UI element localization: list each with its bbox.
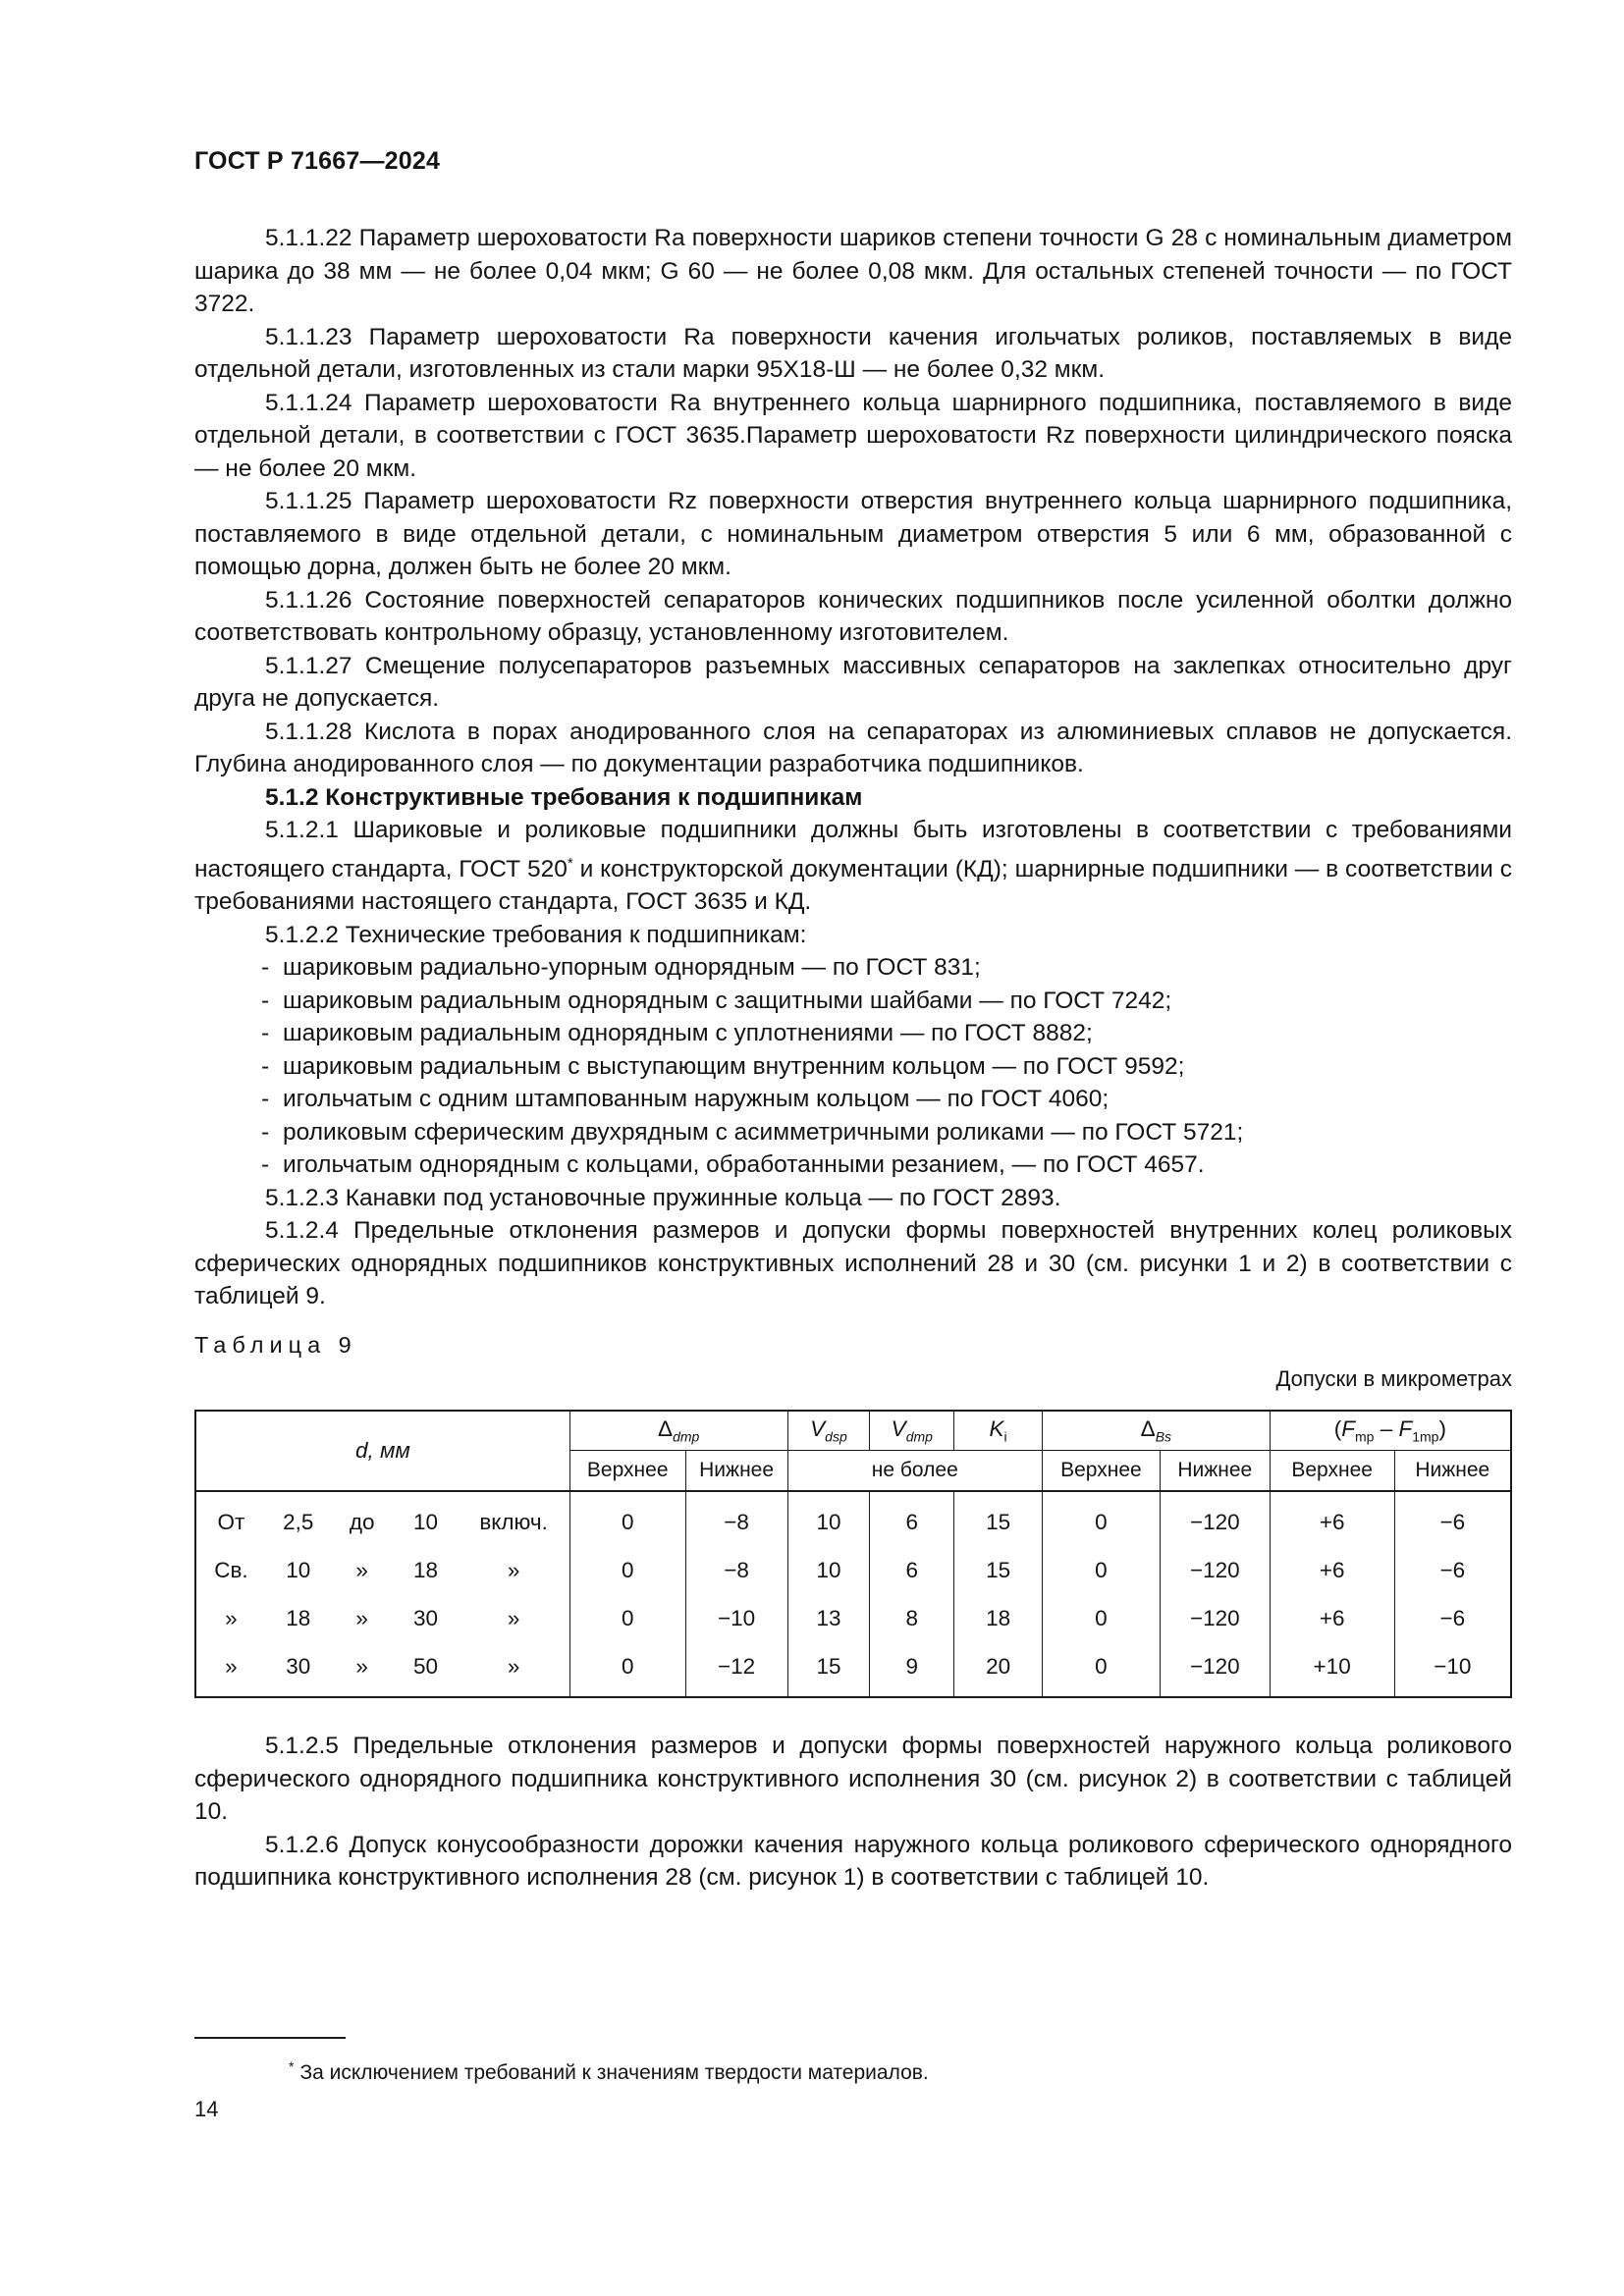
cell-bs-upper: 0 [1042,1642,1160,1697]
table-row [195,1642,1511,1697]
cell-from: 2,5 [283,1509,314,1534]
cell-bs-upper: 0 [1042,1491,1160,1546]
paragraph-5-1-2-2: 5.1.2.2 Технические требования к подшипникам: [265,921,807,948]
cell-f-lower: −6 [1394,1546,1511,1594]
paragraph-5-1-2-4: 5.1.2.4 Предельные отклонения размеров и допуски формы поверхностей внутренних колец роликовых сферических однорядных подшипников конструктивных исполнений 28 и 30 (см. рисунки 1 и 2) в соответствии с таблицей 9. [194,1217,1512,1310]
cell-ki: 18 [954,1594,1043,1642]
header-d: d, мм [195,1411,569,1491]
cell-dmp-lower: −10 [685,1594,787,1642]
page-number: 14 [194,2097,219,2121]
cell-bs-upper: 0 [1042,1546,1160,1594]
list-item: - игольчатым с одним штампованным наружным кольцом — по ГОСТ 4060; [261,1083,1512,1116]
cell-from: 10 [286,1557,311,1582]
cell-dmp-upper: 0 [569,1491,685,1546]
cell-dmp-lower: −8 [685,1491,787,1546]
cell-dmp-upper: 0 [569,1642,685,1697]
footnote-divider [194,2037,346,2039]
cell-sep: » [355,1557,368,1582]
cell-to: 50 [413,1653,439,1679]
paragraph-5-1-1-27: 5.1.1.27 Смещение полусепараторов разъемных массивных сепараторов на заклепках относительно друг друга не допускается. [194,652,1512,712]
list-item: - шариковым радиальным однорядным с уплотнениями — по ГОСТ 8882; [261,1017,1512,1050]
cell-f-lower: −10 [1394,1642,1511,1697]
paragraph-5-1-1-24: 5.1.1.24 Параметр шероховатости Ra внутреннего кольца шарнирного подшипника, поставляемого в виде отдельной детали, в соответствии с ГОСТ 3635.Параметр шероховатости Rz поверхности цилиндрического пояска — не более 20 мкм. [194,389,1512,482]
after-table-text [194,1730,1512,1895]
cell-sep: » [355,1653,368,1679]
cell-vdmp: 6 [870,1546,954,1594]
header-k-i: $K_i$ [954,1411,1043,1451]
paragraph-5-1-2-1 [194,814,1512,919]
cell-to: 18 [413,1557,439,1582]
cell-bs-upper: 0 [1042,1594,1160,1642]
cell-vdsp: 13 [787,1594,870,1642]
paragraph-5-1-2-1-part-a: 5.1.2.1 Шариковые и роликовые подшипники должны быть изготовлены в соответствии с требованиями настоящего стандарта, ГОСТ 520 [194,817,1512,882]
paragraph-5-1-1-22: 5.1.1.22 Параметр шероховатости Ra поверхности шариков степени точности G 28 с номинальным диаметром шарика до 38 мм — не более 0,04 мкм; G 60 — не более 0,08 мкм. Для остальных степеней точности — по ГОСТ 3722. [194,225,1512,317]
header-lower: Нижнее [685,1451,787,1492]
cell-bs-lower: −120 [1160,1546,1270,1594]
cell-from: 18 [286,1605,311,1630]
paragraph-5-1-2-3: 5.1.2.3 Канавки под установочные пружинные кольца — по ГОСТ 2893. [265,1184,1061,1211]
cell-f-upper: +6 [1270,1594,1394,1642]
cell-f-lower: −6 [1394,1594,1511,1642]
body-text [194,222,1512,1313]
cell-vdmp: 9 [870,1642,954,1697]
cell-vdsp: 15 [787,1642,870,1697]
cell-pre: » [195,1594,266,1642]
list-item: - шариковым радиальным с выступающим внутренним кольцом — по ГОСТ 9592; [261,1050,1512,1084]
cell-f-upper: +6 [1270,1546,1394,1594]
document-header: ГОСТ Р 71667—2024 [194,147,441,175]
table-9 [194,1410,1512,1698]
table-row [195,1491,1511,1546]
header-not-more: не более [787,1451,1042,1492]
cell-pre: » [195,1642,266,1697]
header-upper: Верхнее [1270,1451,1394,1492]
cell-dmp-upper: 0 [569,1546,685,1594]
cell-f-upper: +10 [1270,1642,1394,1697]
header-f: $(F_{mp} - F_{1mp})$ [1270,1411,1511,1451]
cell-dmp-upper: 0 [569,1594,685,1642]
cell-pre: Св. [195,1546,266,1594]
list-item: - роликовым сферическим двухрядным с асимметричными роликами — по ГОСТ 5721; [261,1116,1512,1149]
table-row [195,1546,1511,1594]
header-upper: Верхнее [1042,1451,1160,1492]
cell-to: 10 [413,1509,439,1534]
requirements-list [194,951,1512,1182]
cell-dmp-lower: −8 [685,1546,787,1594]
cell-post: » [458,1594,569,1642]
paragraph-5-1-1-26: 5.1.1.26 Состояние поверхностей сепараторов конических подшипников после усиленной оболтки должно соответствовать контрольному образцу, установленному изготовителем. [194,586,1512,646]
table-units-note: Допуски в микрометрах [1275,1366,1512,1391]
cell-to: 30 [413,1605,439,1630]
header-lower: Нижнее [1160,1451,1270,1492]
cell-f-lower: −6 [1394,1491,1511,1546]
cell-bs-lower: −120 [1160,1491,1270,1546]
header-v-dmp: $V_{dmp}$ [870,1411,954,1451]
list-item: - игольчатым однорядным с кольцами, обработанными резанием, — по ГОСТ 4657. [261,1148,1512,1182]
cell-bs-lower: −120 [1160,1594,1270,1642]
cell-post: включ. [458,1491,569,1546]
paragraph-5-1-1-23: 5.1.1.23 Параметр шероховатости Ra поверхности качения игольчатых роликов, поставляемых в виде отдельной детали, изготовленных из стали марки 95Х18-Ш — не более 0,32 мкм. [194,323,1512,383]
cell-sep: до [349,1509,375,1534]
cell-pre: От [195,1491,266,1546]
paragraph-5-1-2-1-part-b: и конструкторской документации (КД); шарнирные подшипники — в соответствии с требованиями настоящего стандарта, ГОСТ 3635 и КД. [194,855,1512,916]
cell-post: » [458,1642,569,1697]
cell-post: » [458,1546,569,1594]
footnote-text: За исключением требований к значениям твердости материалов. [299,2061,929,2084]
cell-f-upper: +6 [1270,1491,1394,1546]
cell-from: 30 [286,1653,311,1679]
cell-bs-lower: −120 [1160,1642,1270,1697]
paragraph-5-1-2-5: 5.1.2.5 Предельные отклонения размеров и допуски формы поверхностей наружного кольца роликового сферического однорядного подшипника конструктивного исполнения 30 (см. рисунок 2) в соответствии с таблицей 10. [194,1733,1512,1825]
cell-ki: 15 [954,1491,1043,1546]
cell-vdmp: 8 [870,1594,954,1642]
list-item: - шариковым радиальным однорядным с защитными шайбами — по ГОСТ 7242; [261,985,1512,1018]
header-delta-dmp: $\Delta_{dmp}$ [569,1411,787,1451]
footnote [289,2058,929,2085]
cell-ki: 20 [954,1642,1043,1697]
paragraph-5-1-2-6: 5.1.2.6 Допуск конусообразности дорожки качения наружного кольца роликового сферического однорядного подшипника конструктивного исполнения 28 (см. рисунок 1) в соответствии с таблицей 10. [194,1831,1512,1891]
cell-sep: » [355,1605,368,1630]
footnote-mark: * [289,2058,295,2074]
list-item: - шариковым радиально-упорным однорядным — по ГОСТ 831; [261,951,1512,985]
header-upper: Верхнее [569,1451,685,1492]
cell-ki: 15 [954,1546,1043,1594]
table-row [195,1594,1511,1642]
footnote-reference: * [567,854,573,872]
cell-vdsp: 10 [787,1546,870,1594]
cell-vdmp: 6 [870,1491,954,1546]
cell-dmp-lower: −12 [685,1642,787,1697]
header-lower: Нижнее [1394,1451,1511,1492]
table-caption: Таблица 9 [194,1332,357,1358]
section-heading-5-1-2: 5.1.2 Конструктивные требования к подшипникам [265,783,863,811]
header-v-dsp: $V_{dsp}$ [787,1411,870,1451]
header-delta-bs: $\Delta_{Bs}$ [1042,1411,1270,1451]
cell-vdsp: 10 [787,1491,870,1546]
paragraph-5-1-1-28: 5.1.1.28 Кислота в порах анодированного слоя на сепараторах из алюминиевых сплавов не допускается. Глубина анодированного слоя — по документации разработчика подшипников. [194,718,1512,777]
paragraph-5-1-1-25: 5.1.1.25 Параметр шероховатости Rz поверхности отверстия внутреннего кольца шарнирного подшипника, поставляемого в виде отдельной детали, с номинальным диаметром отверстия 5 или 6 мм, образованной с помощью дорна, должен быть не более 20 мкм. [194,488,1512,580]
